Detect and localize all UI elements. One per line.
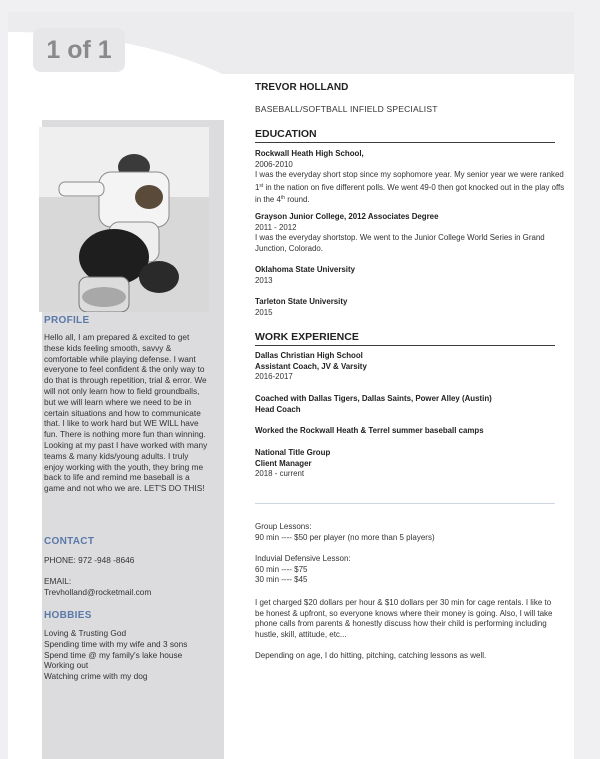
school-name: Oklahoma State University — [255, 265, 355, 274]
contact-heading: CONTACT — [44, 536, 95, 547]
hobbies-list — [44, 628, 209, 682]
school-years: 2011 - 2012 — [255, 222, 297, 232]
education-entry — [255, 212, 570, 254]
school-name: Tarleton State University — [255, 297, 348, 306]
work-org: Coached with Dallas Tigers, Dallas Saints, Power Alley (Austin) — [255, 394, 492, 403]
baseball-player-photo — [39, 127, 209, 312]
hobby-item: Loving & Trusting God — [44, 628, 127, 638]
work-org: National Title Group — [255, 448, 331, 457]
hobby-item: Spend time @ my family's lake house — [44, 649, 183, 660]
education-rule — [255, 142, 555, 143]
hobby-item: Spending time with my wife and 3 sons — [44, 638, 188, 649]
school-years: 2006-2010 — [255, 159, 293, 169]
work-entry — [255, 448, 570, 480]
work-org: Dallas Christian High School — [255, 351, 363, 360]
individual-lessons — [255, 554, 570, 586]
profile-heading: PROFILE — [44, 315, 90, 326]
work-org: Worked the Rockwall Heath & Terrel summer baseball camps — [255, 426, 484, 435]
group-lessons-rate: 90 min ---- $50 per player (no more than 5 players) — [255, 532, 435, 542]
work-entry — [255, 426, 570, 437]
work-role: Head Coach — [255, 404, 301, 414]
school-desc: I was the everyday short stop since my sophomore year. My senior year we were ranked 1st in the nation on five different polls. We went 49-0 then got knocked out in the play offs in the 4th round. — [255, 170, 565, 205]
work-entry — [255, 351, 570, 383]
group-lessons-title: Group Lessons: — [255, 522, 312, 531]
age-note: Depending on age, I do hitting, pitching, catching lessons as well. — [255, 651, 487, 660]
group-lessons — [255, 522, 570, 543]
contact-phone: PHONE: 972 -948 -8646 — [44, 555, 135, 565]
individual-lessons-title: Induvial Defensive Lesson: — [255, 554, 351, 563]
lessons-divider — [255, 503, 555, 504]
work-role: Assistant Coach, JV & Varsity — [255, 361, 367, 371]
individual-rate: 30 min ---- $45 — [255, 575, 308, 585]
contact-email-label: EMAIL: — [44, 576, 72, 586]
hobby-item: Watching crime with my dog — [44, 671, 148, 682]
work-rule — [255, 345, 555, 346]
school-desc: I was the everyday shortstop. We went to the Junior College World Series in Grand Junction, Colorado. — [255, 233, 545, 253]
education-heading: EDUCATION — [255, 128, 317, 140]
hobby-item: Working out — [44, 660, 89, 671]
work-role: Client Manager — [255, 458, 312, 468]
work-years: 2018 - current — [255, 469, 305, 479]
work-years: 2016-2017 — [255, 372, 293, 382]
resume-title: BASEBALL/SOFTBALL INFIELD SPECIALIST — [255, 104, 438, 114]
resume-name: TREVOR HOLLAND — [255, 82, 349, 93]
individual-rate: 60 min ---- $75 — [255, 564, 308, 574]
school-name: Grayson Junior College, 2012 Associates Degree — [255, 212, 439, 221]
work-entry — [255, 394, 570, 415]
page-indicator: 1 of 1 — [33, 28, 125, 72]
education-entry — [255, 149, 570, 206]
hobbies-heading: HOBBIES — [44, 610, 92, 621]
education-entry — [255, 265, 570, 286]
school-years: 2015 — [255, 307, 273, 317]
profile-text: Hello all, I am prepared & excited to get these kids feeling smooth, savvy & comfortable while playing defense. I want everyone to feel confident & the only way to do that is through repetition, trial & error. We will not only learn how to field groundballs, but we will learn where we need to be in certain situations and how to communicate that. I like to work hard but WE WILL have fun. There is nothing more fun than winning. Looking at my past I have worked with many teams & many kids/young adults. I truly enjoy working with the youth, they bring me back to life and remind me baseball is a game and not who we are. LET'S DO THIS! — [44, 332, 208, 494]
work-heading: WORK EXPERIENCE — [255, 331, 359, 343]
school-years: 2013 — [255, 275, 273, 285]
pricing-note: I get charged $20 dollars per hour & $10 dollars per 30 min for cage rentals. I like to be honest & upfront, so everyone knows where their money is going. Also, I will take phone calls from parents & honestly discuss how their child is performing including hustle, skill, attitude, etc... — [255, 598, 553, 639]
school-name: Rockwall Heath High School, — [255, 149, 364, 158]
education-entry — [255, 297, 570, 318]
contact-email[interactable]: Trevholland@rocketmail.com — [44, 587, 152, 597]
